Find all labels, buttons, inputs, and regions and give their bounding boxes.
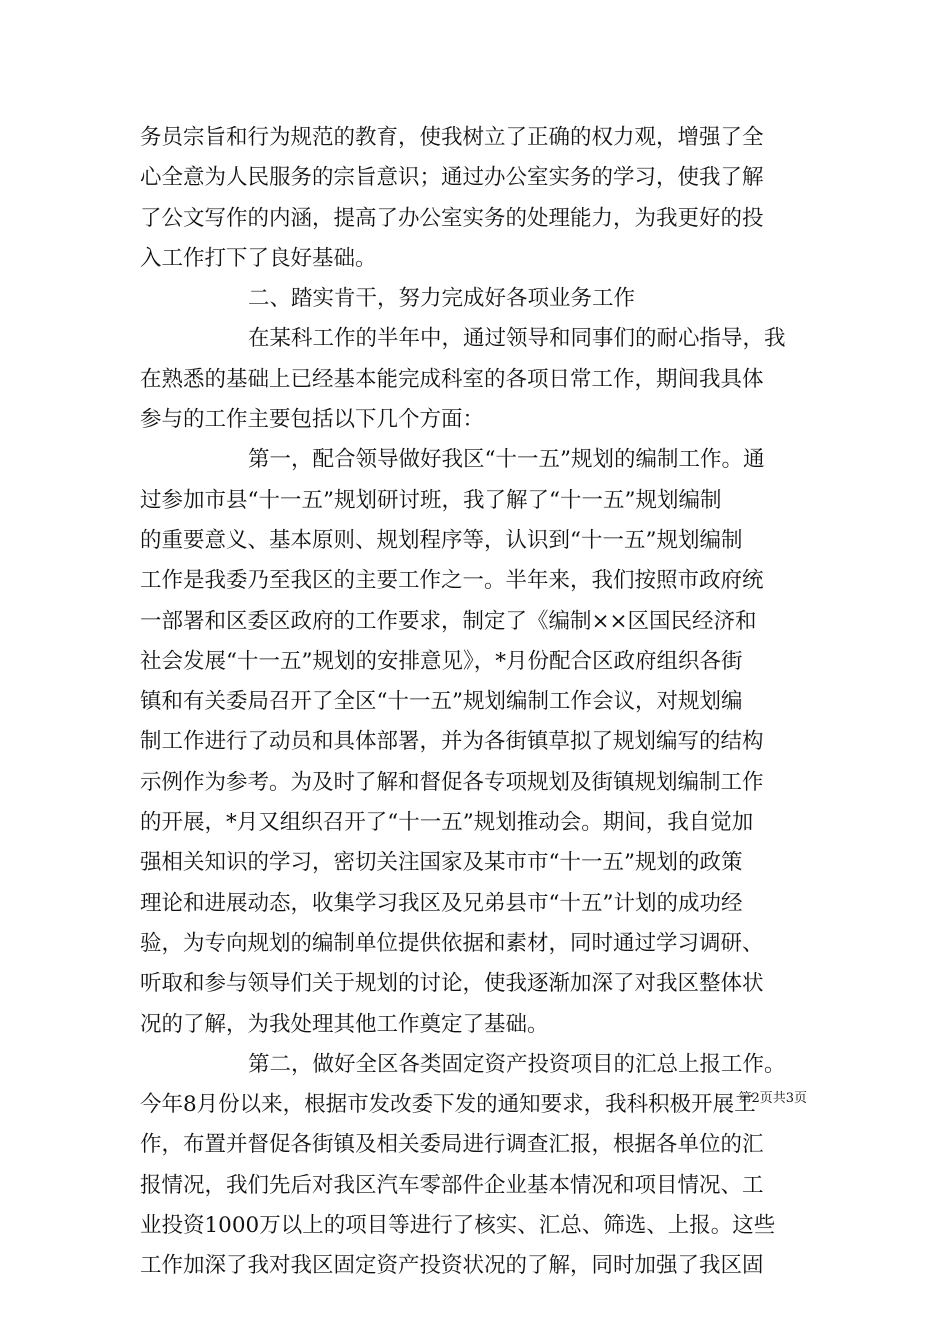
text-line: 过参加市县“十一五”规划研讨班，我了解了“十一五”规划编制: [140, 487, 722, 513]
text-line: 镇和有关委局召开了全区“十一五”规划编制工作会议，对规划编: [140, 689, 743, 715]
text-line: 示例作为参考。为及时了解和督促各专项规划及街镇规划编制工作: [140, 769, 764, 795]
text-line: 工作是我委乃至我区的主要工作之一。半年来，我们按照市政府统: [140, 568, 764, 594]
text-line: 务员宗旨和行为规范的教育，使我树立了正确的权力观，增强了全: [140, 125, 764, 150]
text-line: 的开展，*月又组织召开了“十一五”规划推动会。期间，我自觉加: [140, 810, 754, 836]
text-line: 入工作打下了良好基础。: [140, 245, 377, 271]
text-line: 报情况，我们先后对我区汽车零部件企业基本情况和项目情况、工: [140, 1172, 764, 1198]
text-line: 社会发展“十一五”规划的安排意见》，*月份配合区政府组织各街: [140, 648, 743, 674]
text-line: 第二，做好全区各类固定资产投资项目的汇总上报工作。: [248, 1051, 786, 1077]
text-line: 理论和进展动态，收集学习我区及兄弟县市“十五”计划的成功经: [140, 890, 743, 916]
text-line: 二、踏实肯干，努力完成好各项业务工作: [248, 286, 636, 312]
text-line: 第一，配合领导做好我区“十一五”规划的编制工作。通: [248, 447, 765, 473]
document-body: [140, 118, 808, 1287]
text-line: 作，布置并督促各街镇及相关委局进行调查汇报，根据各单位的汇: [140, 1132, 764, 1158]
text-line: 业投资1000万以上的项目等进行了核实、汇总、筛选、上报。这些: [140, 1213, 776, 1239]
text-line: 一部署和区委区政府的工作要求，制定了《编制××区国民经济和: [140, 608, 757, 634]
text-line: 制工作进行了动员和具体部署，并为各街镇草拟了规划编写的结构: [140, 729, 764, 755]
text-line: 在某科工作的半年中，通过领导和同事们的耐心指导，我: [248, 326, 786, 352]
text-line: 的重要意义、基本原则、规划程序等，认识到“十一五”规划编制: [140, 527, 743, 553]
text-line: 心全意为人民服务的宗旨意识；通过办公室实务的学习，使我了解: [140, 165, 764, 191]
text-line: 今年8月份以来，根据市发改委下发的通知要求，我科积极开展工: [140, 1092, 756, 1118]
text-line: 在熟悉的基础上已经基本能完成科室的各项日常工作，期间我具体: [140, 366, 764, 392]
text-line: 强相关知识的学习，密切关注国家及某市市“十一五”规划的政策: [140, 850, 743, 876]
text-line: 况的了解，为我处理其他工作奠定了基础。: [140, 1011, 549, 1037]
text-line: 验，为专向规划的编制单位提供依据和素材，同时通过学习调研、: [140, 930, 764, 956]
text-line: 了公文写作的内涵，提高了办公室实务的处理能力，为我更好的投: [140, 205, 764, 231]
text-line: 参与的工作主要包括以下几个方面：: [140, 407, 485, 433]
page-footer: 第2页共3页: [738, 1091, 807, 1106]
text-line: 工作加深了我对我区固定资产投资状况的了解，同时加强了我区固: [140, 1253, 764, 1279]
text-line: 听取和参与领导们关于规划的讨论，使我逐渐加深了对我区整体状: [140, 971, 764, 997]
